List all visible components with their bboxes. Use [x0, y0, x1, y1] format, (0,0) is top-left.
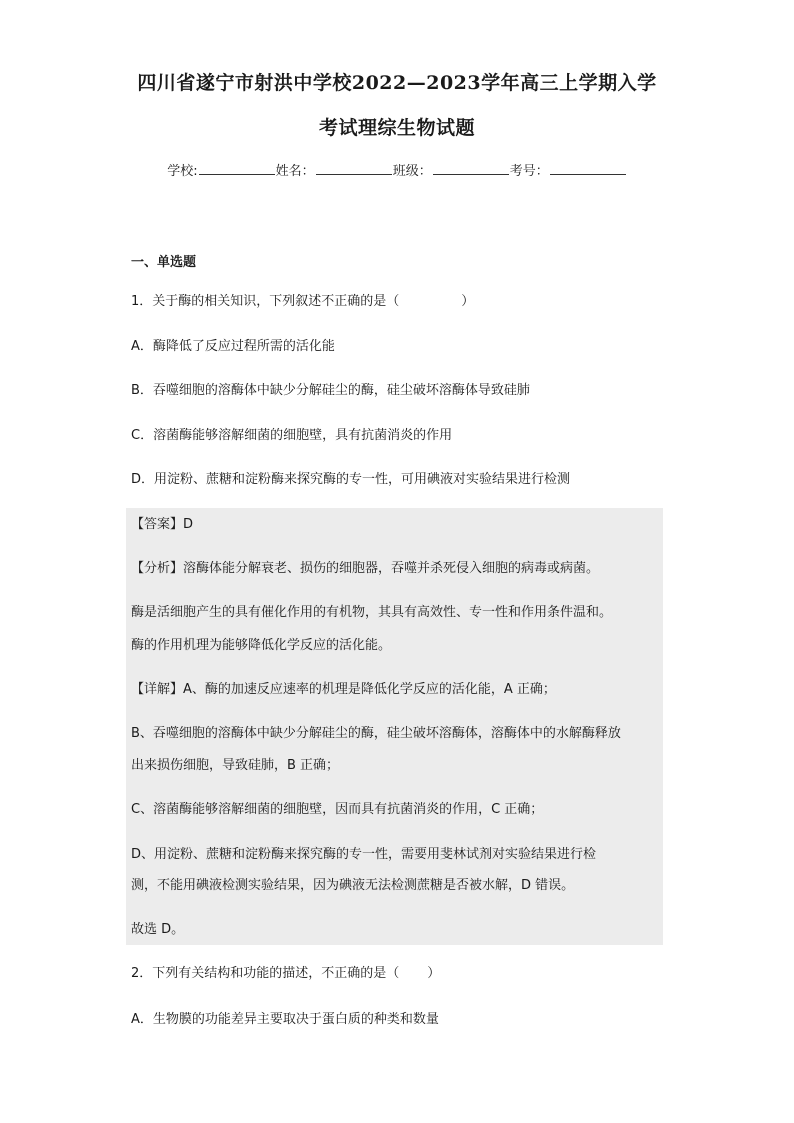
question-1-detail-d-line1: D、用淀粉、蔗糖和淀粉酶来探究酶的专一性，需要用斐林试剂对实验结果进行检: [131, 847, 597, 862]
exam-title-line-2: 考试理综生物试题: [318, 117, 475, 139]
question-1-analysis-p1: 【分析】溶酶体能分解衰老、损伤的细胞器，吞噬并杀死侵入细胞的病毒或病菌。: [131, 561, 600, 576]
student-info-row: [0, 160, 794, 179]
question-1-analysis-p2-line2: 酶的作用机理为能够降低化学反应的活化能。: [131, 638, 392, 653]
school-label: 学校:: [167, 164, 198, 179]
question-1-analysis-p2-line1: 酶是活细胞产生的具有催化作用的有机物，其具有高效性、专一性和作用条件温和。: [131, 605, 613, 620]
exam-number-blank[interactable]: [550, 162, 626, 175]
question-1-detail-c: C、溶菌酶能够溶解细菌的细胞壁，因而具有抗菌消炎的作用，C 正确；: [131, 802, 544, 817]
question-1-stem: [131, 293, 666, 311]
question-1-stem-close: ）: [461, 294, 475, 309]
question-1-detail-b-line2: 出来损伤细胞，导致硅肺，B 正确；: [131, 758, 340, 773]
exam-title-line-1: 四川省遂宁市射洪中学校2022—2023学年高三上学期入学: [137, 72, 657, 94]
question-1-detail-b-line1: B、吞噬细胞的溶酶体中缺少分解硅尘的酶，硅尘破坏溶酶体，溶酶体中的水解酶释放: [131, 726, 621, 741]
exam-number-label: 考号：: [509, 164, 549, 179]
class-blank[interactable]: [433, 162, 509, 175]
question-1-stem-text: 1．关于酶的相关知识，下列叙述不正确的是（: [131, 294, 400, 309]
question-1-answer: 【答案】D: [131, 517, 194, 532]
section-heading: 一、单选题: [131, 255, 197, 270]
question-2-stem-text: 2．下列有关结构和功能的描述，不正确的是（: [131, 966, 400, 981]
question-1-option-c: C．溶菌酶能够溶解细菌的细胞壁，具有抗菌消炎的作用: [131, 428, 453, 443]
class-label: 班级：: [392, 164, 432, 179]
name-label: 姓名：: [275, 164, 315, 179]
question-2-stem: [131, 965, 666, 983]
question-1-conclusion: 故选 D。: [131, 922, 185, 937]
question-1-detail-d-line2: 测，不能用碘液检测实验结果，因为碘液无法检测蔗糖是否被水解，D 错误。: [131, 878, 575, 893]
name-blank[interactable]: [316, 162, 392, 175]
question-2-stem-close: ）: [427, 966, 441, 981]
question-2-option-a: A．生物膜的功能差异主要取决于蛋白质的种类和数量: [131, 1012, 439, 1027]
question-1-option-b: B．吞噬细胞的溶酶体中缺少分解硅尘的酶，硅尘破坏溶酶体导致硅肺: [131, 383, 530, 398]
question-1-detail-a: 【详解】A、酶的加速反应速率的机理是降低化学反应的活化能，A 正确；: [131, 682, 556, 697]
question-1-option-a: A．酶降低了反应过程所需的活化能: [131, 339, 335, 354]
question-1-option-d: D．用淀粉、蔗糖和淀粉酶来探究酶的专一性，可用碘液对实验结果进行检测: [131, 472, 571, 487]
school-blank[interactable]: [199, 162, 275, 175]
